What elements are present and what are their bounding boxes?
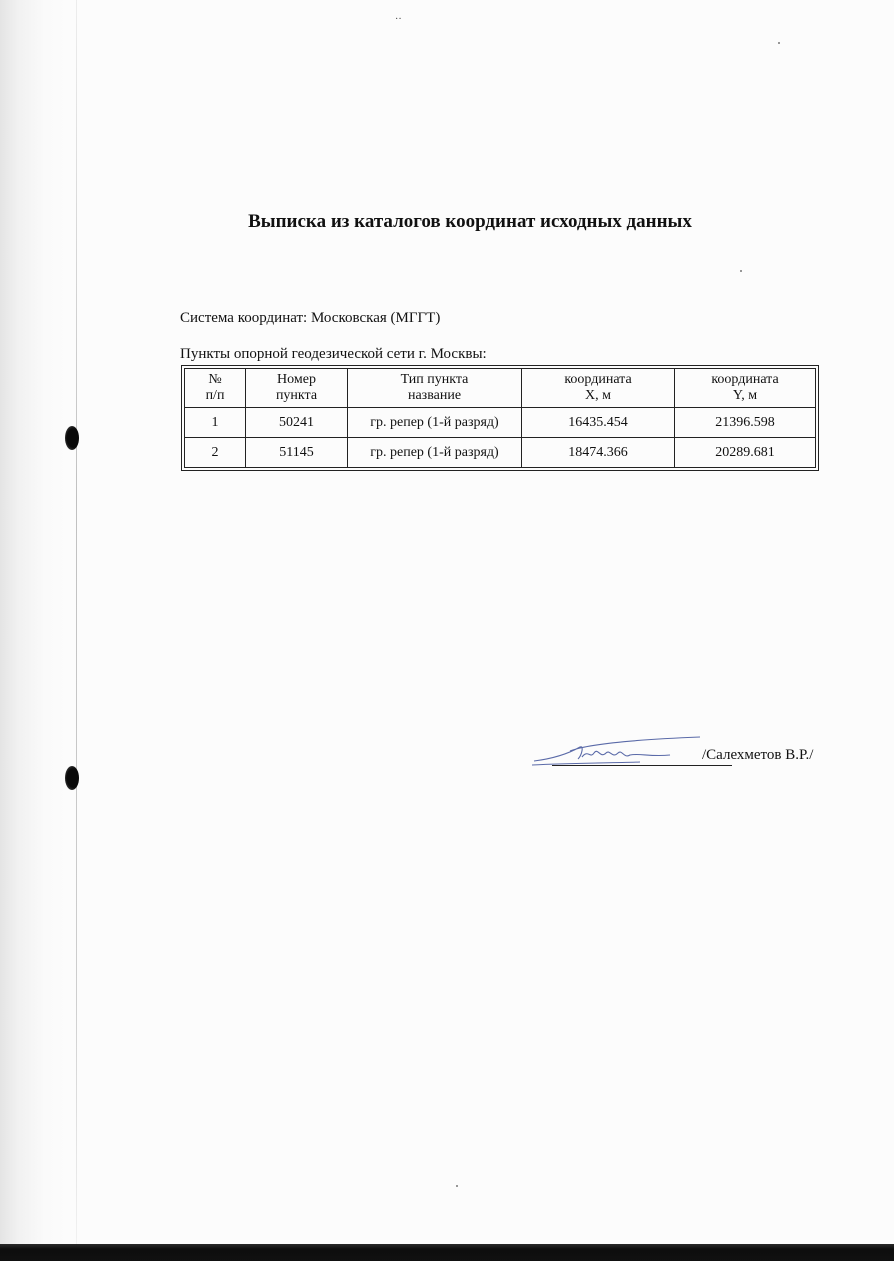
- header-type-line2: название: [407, 388, 462, 403]
- table-row: [185, 408, 816, 438]
- signature-line: [552, 765, 732, 766]
- network-label: Пункты опорной геодезической сети г. Москвы:: [180, 346, 487, 362]
- signature-block: [530, 735, 840, 775]
- header-point-line2: пункта: [275, 388, 318, 403]
- header-y-line1: координата: [711, 372, 779, 387]
- cell-coordinate-y: 21396.598: [675, 408, 816, 438]
- cell-coordinate-x: 16435.454: [522, 408, 675, 438]
- header-x-line2: X, м: [585, 388, 611, 403]
- header-number-line1: №: [208, 372, 222, 387]
- cell-point-type: гр. репер (1-й разряд): [348, 438, 522, 468]
- header-coordinate-y: [675, 369, 816, 408]
- cell-point-number: 50241: [246, 408, 348, 438]
- document-title: Выписка из каталогов координат исходных данных: [248, 211, 692, 232]
- header-number: [185, 369, 246, 408]
- scan-left-shadow: [0, 0, 70, 1261]
- scan-speck: [456, 1185, 458, 1187]
- punch-hole: [65, 766, 79, 790]
- header-point-line1: Номер: [277, 372, 316, 387]
- scan-bottom-edge: [0, 1244, 894, 1261]
- cell-coordinate-x: 18474.366: [522, 438, 675, 468]
- punch-hole: [65, 426, 79, 450]
- header-x-line1: координата: [564, 372, 632, 387]
- header-number-line2: п/п: [205, 388, 225, 403]
- scan-dots: ··: [395, 14, 402, 25]
- scan-speck: [740, 270, 742, 272]
- cell-number: 2: [185, 438, 246, 468]
- table-row: [185, 438, 816, 468]
- header-coordinate-x: [522, 369, 675, 408]
- header-y-line2: Y, м: [732, 388, 758, 403]
- coordinates-table: [184, 368, 816, 468]
- scan-fold-line: [76, 0, 77, 1245]
- table-header-row: [185, 369, 816, 408]
- header-type-line1: Тип пункта: [400, 372, 469, 387]
- signatory-name: /Салехметов В.Р./: [702, 747, 814, 763]
- coordinates-table-frame: [181, 365, 819, 471]
- handwritten-page-mark: [420, 0, 480, 14]
- scan-speck: [778, 42, 780, 44]
- cell-coordinate-y: 20289.681: [675, 438, 816, 468]
- cell-point-type: гр. репер (1-й разряд): [348, 408, 522, 438]
- coordinate-system-line: Система координат: Московская (МГГТ): [180, 310, 441, 326]
- cell-number: 1: [185, 408, 246, 438]
- header-point-type: [348, 369, 522, 408]
- header-point-number: [246, 369, 348, 408]
- cell-point-number: 51145: [246, 438, 348, 468]
